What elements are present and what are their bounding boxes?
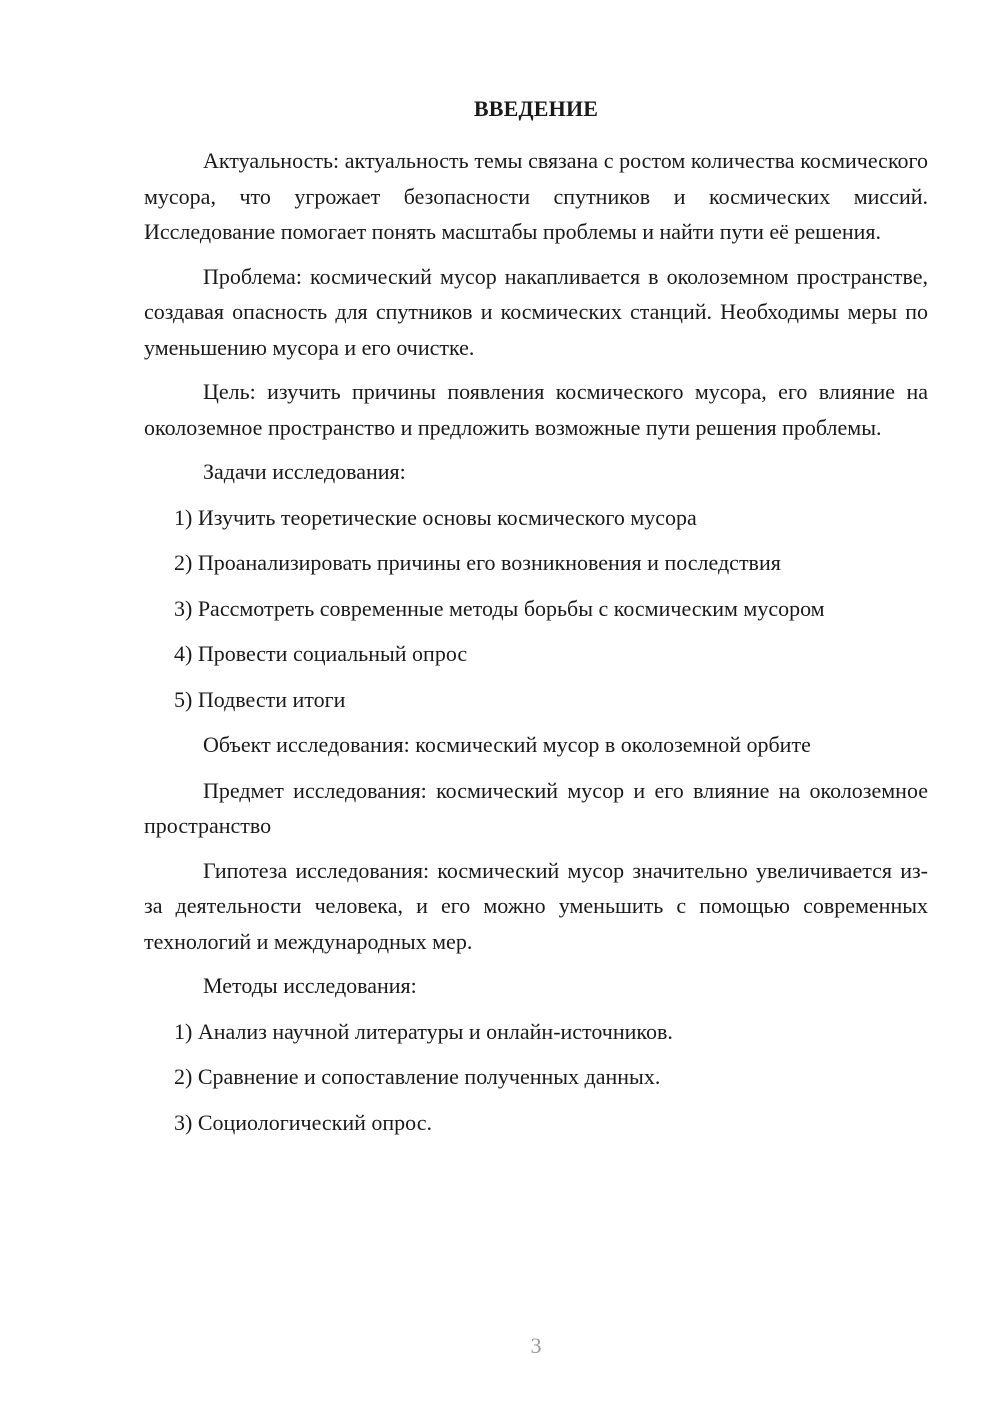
research-subject: Предмет исследования: космический мусор и его влияние на околоземное пространство (144, 777, 928, 838)
task-item: 4) Провести социальный опрос (174, 641, 468, 666)
methods-heading: Методы исследования: (203, 973, 417, 998)
task-item: 5) Подвести итоги (174, 686, 346, 712)
task-item: 1) Изучить теоретические основы космического мусора (174, 504, 697, 530)
task-item: 2) Проанализировать причины его возникновения и последствия (174, 550, 781, 575)
method-item: 2) Сравнение и сопоставление полученных данных. (174, 1064, 661, 1089)
page-title: ВВЕДЕНИЕ (473, 96, 599, 121)
goal-paragraph: Цель: изучить причины появления космического мусора, его влияние на околоземное пространство и предложить возможные пути решения проблемы. (144, 379, 928, 440)
relevance-paragraph: Актуальность: актуальность темы связана с ростом количества космического мусора, что угрожает безопасности спутников и космических миссий. Исследование помогает понять масштабы проблемы и найти пути её решения. (144, 148, 928, 244)
method-item: 1) Анализ научной литературы и онлайн-источников. (174, 1018, 673, 1044)
problem-paragraph: Проблема: космический мусор накапливается в околоземном пространстве, создавая опасность для спутников и космических станций. Необходимы меры по уменьшению мусора и его очистке. (144, 263, 928, 360)
task-item: 3) Рассмотреть современные методы борьбы с космическим мусором (174, 595, 825, 621)
page-number: 3 (530, 1333, 542, 1358)
tasks-heading: Задачи исследования: (203, 459, 406, 484)
document-body (144, 143, 928, 1150)
method-item: 3) Социологический опрос. (174, 1109, 432, 1135)
research-hypothesis: Гипотеза исследования: космический мусор значительно увеличивается из-за деятельности человека, и его можно уменьшить с помощью современных технологий и международных мер. (144, 857, 928, 954)
research-object: Объект исследования: космический мусор в околоземной орбите (203, 732, 811, 757)
